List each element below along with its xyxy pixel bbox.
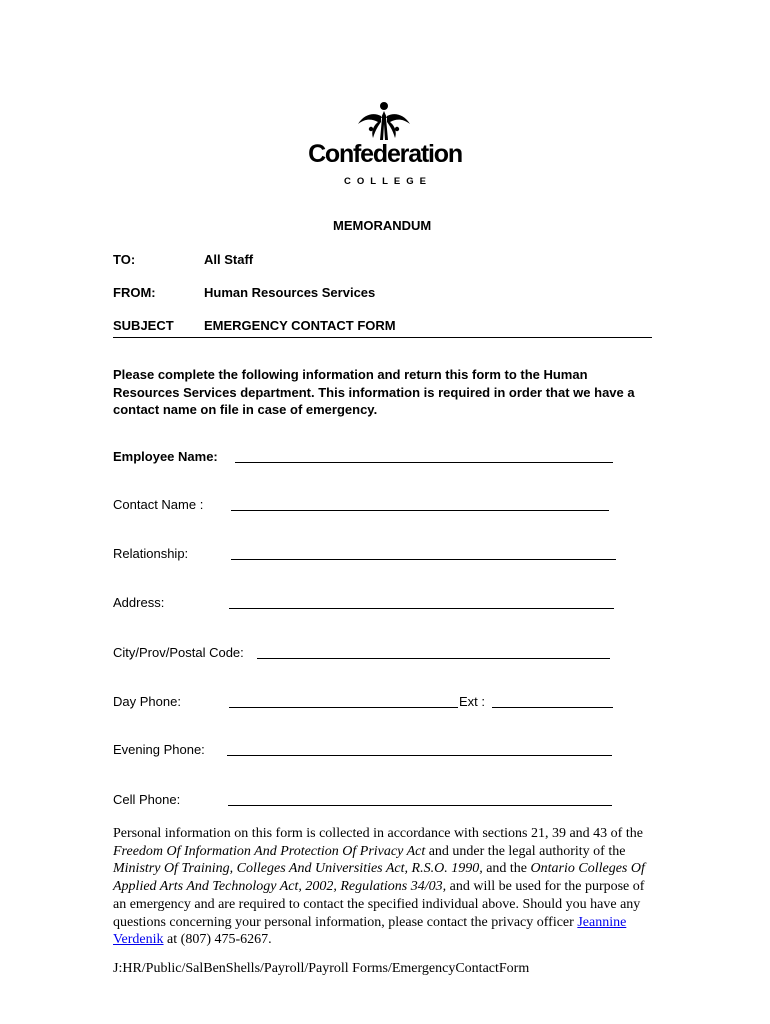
logo-subtitle: COLLEGE — [344, 176, 432, 187]
act-title-foip: Freedom Of Information And Protection Of Privacy Act — [113, 843, 426, 859]
from-label: FROM: — [113, 285, 156, 300]
evening-phone-field[interactable] — [227, 755, 612, 756]
ext-field[interactable] — [492, 707, 613, 708]
city-prov-postal-label: City/Prov/Postal Code: — [113, 645, 244, 660]
intro-text: Please complete the following information and return this form to the Human Resources Services department. This information is required in order that we have a contact name on file in case of emergency. — [113, 367, 635, 417]
subject-label: SUBJECT — [113, 318, 174, 333]
act-title-ministry: Ministry Of Training, Colleges And Universities Act, R.S.O. 1990, — [113, 861, 483, 877]
employee-name-field[interactable] — [235, 462, 613, 463]
cell-phone-field[interactable] — [228, 805, 612, 806]
privacy-officer-link[interactable]: Jeannine Verdenik — [113, 914, 627, 948]
evening-phone-label: Evening Phone: — [113, 742, 205, 757]
to-value: All Staff — [204, 252, 254, 267]
memo-title: MEMORANDUM — [333, 218, 432, 233]
address-label: Address: — [113, 595, 165, 610]
act-title-colleges: Ontario Colleges Of Applied Arts And Technology Act, 2002, Regulations 34/03, — [113, 861, 645, 895]
logo-wordmark: Confederation — [308, 140, 462, 168]
day-phone-field[interactable] — [229, 707, 458, 708]
subject-value: EMERGENCY CONTACT FORM — [204, 318, 396, 333]
address-field[interactable] — [229, 608, 614, 609]
cell-phone-label: Cell Phone: — [113, 792, 181, 807]
header-divider — [113, 337, 652, 338]
ext-label: Ext : — [459, 694, 486, 709]
to-label: TO: — [113, 252, 136, 267]
privacy-notice: Personal information on this form is collected in accordance with sections 21, 39 and 43 of the Freedom Of Information And Protection Of Privacy Act and under the legal authority of the Ministry Of Training, Colleges And Universities Act, R.S.O. 1990, and the Ontario Colleges Of Applied Arts And Technology Act, 2002, Regulations 34/03, and will be used for the purpose of an emergency and are required to contact the specified individual above. Should you have any questions concerning your personal information, please contact the privacy officer Jeannine Verdenik at (807) 475-6267. — [113, 826, 645, 948]
relationship-field[interactable] — [231, 559, 616, 560]
file-path-footer: J:HR/Public/SalBenShells/Payroll/Payroll Forms/EmergencyContactForm — [113, 961, 530, 976]
day-phone-label: Day Phone: — [113, 694, 181, 709]
from-value: Human Resources Services — [204, 285, 376, 300]
college-logo-icon — [356, 102, 412, 142]
relationship-label: Relationship: — [113, 546, 189, 561]
city-prov-postal-field[interactable] — [257, 658, 610, 659]
contact-name-field[interactable] — [231, 510, 609, 511]
employee-name-label: Employee Name: — [113, 449, 218, 464]
contact-name-label: Contact Name : — [113, 497, 204, 512]
